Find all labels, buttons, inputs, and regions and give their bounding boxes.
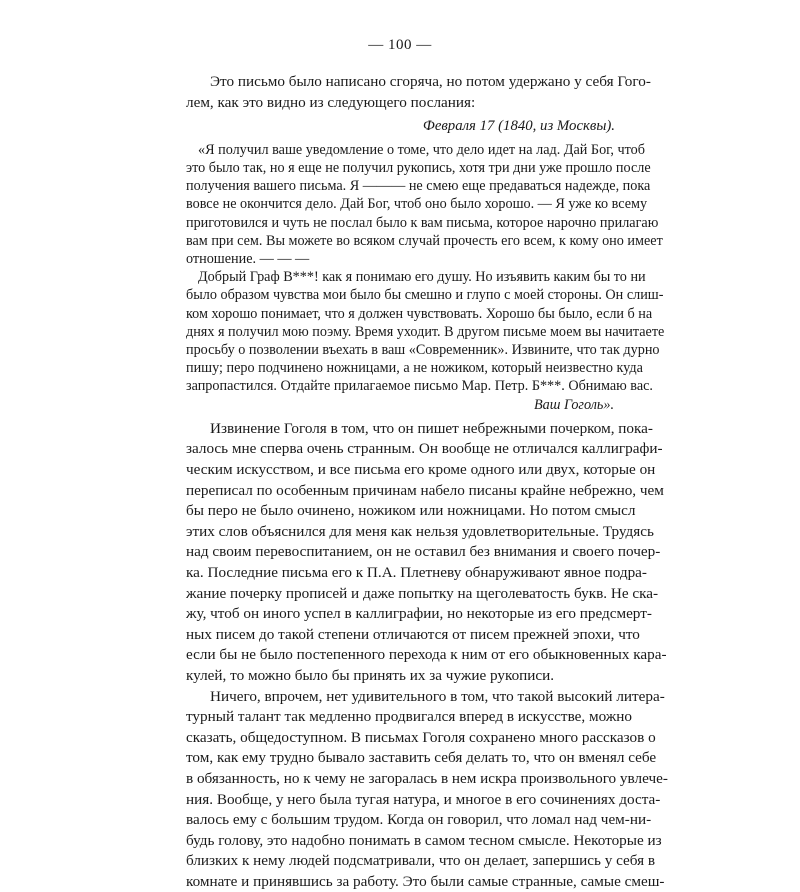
- letter-line: ком хорошо понимает, что я должен чувствовать. Хорошо бы было, если б на: [186, 305, 653, 322]
- body-line: Ничего, впрочем, нет удивительного в том, что такой высокий литера-: [210, 687, 665, 705]
- letter-line: приготовился и чуть не послал было к вам письма, которое нарочно прилагаю: [186, 214, 659, 231]
- body-line: будь голову, это надобно понимать в самом тесном смысле. Некоторые из: [186, 831, 662, 849]
- letter-line: пишу; перо подчинено ножницами, а не ножиком, который неизвестно куда: [186, 360, 643, 377]
- body-line: том, как ему трудно бывало заставить себя делать то, что он вменял себе: [186, 749, 657, 767]
- body-line: комнате и принявшись за работу. Это были самые странные, самые смеш-: [186, 873, 665, 890]
- letter-line: отношение. — — —: [186, 251, 310, 267]
- letter-line: вам при сем. Вы можете во всяком случай прочесть его всем, к кому оно имеет: [186, 232, 663, 249]
- body-line: в обязанность, но к чему не загоралась в нем искра произвольного увлече-: [186, 770, 668, 787]
- body-line: валось ему с большим трудом. Когда он говорил, что ломал над чем-ни-: [186, 811, 652, 829]
- letter-line: вовсе не окончится дело. Дай Бог, чтоб оно было хорошо. — Я уже ко всему: [186, 196, 648, 213]
- body-line: переписал по особенным причинам набело писаны крайне небрежно, чем: [186, 481, 664, 499]
- letter-line: запропастился. Отдайте прилагаемое письмо Мар. Петр. Б***. Обнимаю вас.: [186, 378, 653, 395]
- body-line: залось мне сперва очень странным. Он вообще не отличался каллиграфи-: [186, 440, 663, 458]
- body-line: ных писем до такой степени отличаются от писем прежней эпохи, что: [186, 625, 640, 643]
- letter-line: просьбу о позволении въехать в ваш «Современник». Извините, что так дурно: [186, 342, 660, 358]
- body-line: кулей, то можно было бы принять их за чужие рукописи.: [186, 667, 555, 684]
- body-line: ка. Последние письма его к П.А. Плетневу обнаруживают явное подра-: [186, 564, 647, 581]
- body-line: этих слов объяснился для меня как нельзя удовлетворительные. Трудясь: [186, 522, 654, 540]
- letter-signature: Ваш Гоголь».: [533, 396, 614, 413]
- letter-line: днях я получил мою поэму. Время уходит. В другом письме моем вы начитаете: [186, 323, 665, 340]
- letter-line: «Я получил ваше уведомление о томе, что дело идет на лад. Дай Бог, чтоб: [198, 141, 645, 158]
- body-line: жу, чтоб он иного успел в каллиграфии, но некоторые из его предсмерт-: [186, 605, 652, 623]
- letter-line: это было так, но я еще не получил рукопись, хотя три дни уже прошло после: [186, 160, 651, 176]
- letter-date: Февраля 17 (1840, из Москвы).: [422, 118, 615, 135]
- body-line: ния. Вообще, у него была тугая натура, и многое в его сочинениях доста-: [186, 790, 661, 808]
- body-line: ческим искусством, и все письма его кроме одного или двух, которые он: [186, 461, 656, 478]
- page-number: — 100 —: [368, 37, 432, 53]
- intro-line: Это письмо было написано сгоряча, но потом удержано у себя Гого-: [210, 73, 651, 90]
- letter-line: было образом чувства мои было бы смешно и глупо с моей стороны. Он слиш-: [186, 287, 664, 304]
- body-line: близких к нему людей подсматривали, что он делает, запершись у себя в: [186, 852, 656, 870]
- letter-line: получения вашего письма. Я ——— не смею еще предаваться надежде, пока: [186, 178, 651, 195]
- body-line: над своим перевоспитанием, он не оставил без внимания и своего почер-: [186, 543, 661, 561]
- intro-line: лем, как это видно из следующего послания:: [186, 93, 476, 111]
- body-line: сказать, общедоступном. В письмах Гоголя сохранено много рассказов о: [186, 728, 656, 746]
- letter-line: Добрый Граф В***! как я понимаю его душу. Но изъявить каким бы то ни: [198, 269, 646, 286]
- body-line: если бы не было постепенного перехода к ним от его обыкновенных кара-: [186, 646, 667, 664]
- body-line: бы перо не было очинено, ножиком или ножницами. Но потом смысл: [186, 502, 636, 520]
- body-line: жание почерку прописей и даже попытку на щеголеватость букв. Не ска-: [186, 584, 659, 602]
- body-line: турный талант так медленно продвигался вперед в искусстве, можно: [186, 708, 633, 726]
- body-line: Извинение Гоголя в том, что он пишет небрежными почерком, пока-: [210, 419, 653, 437]
